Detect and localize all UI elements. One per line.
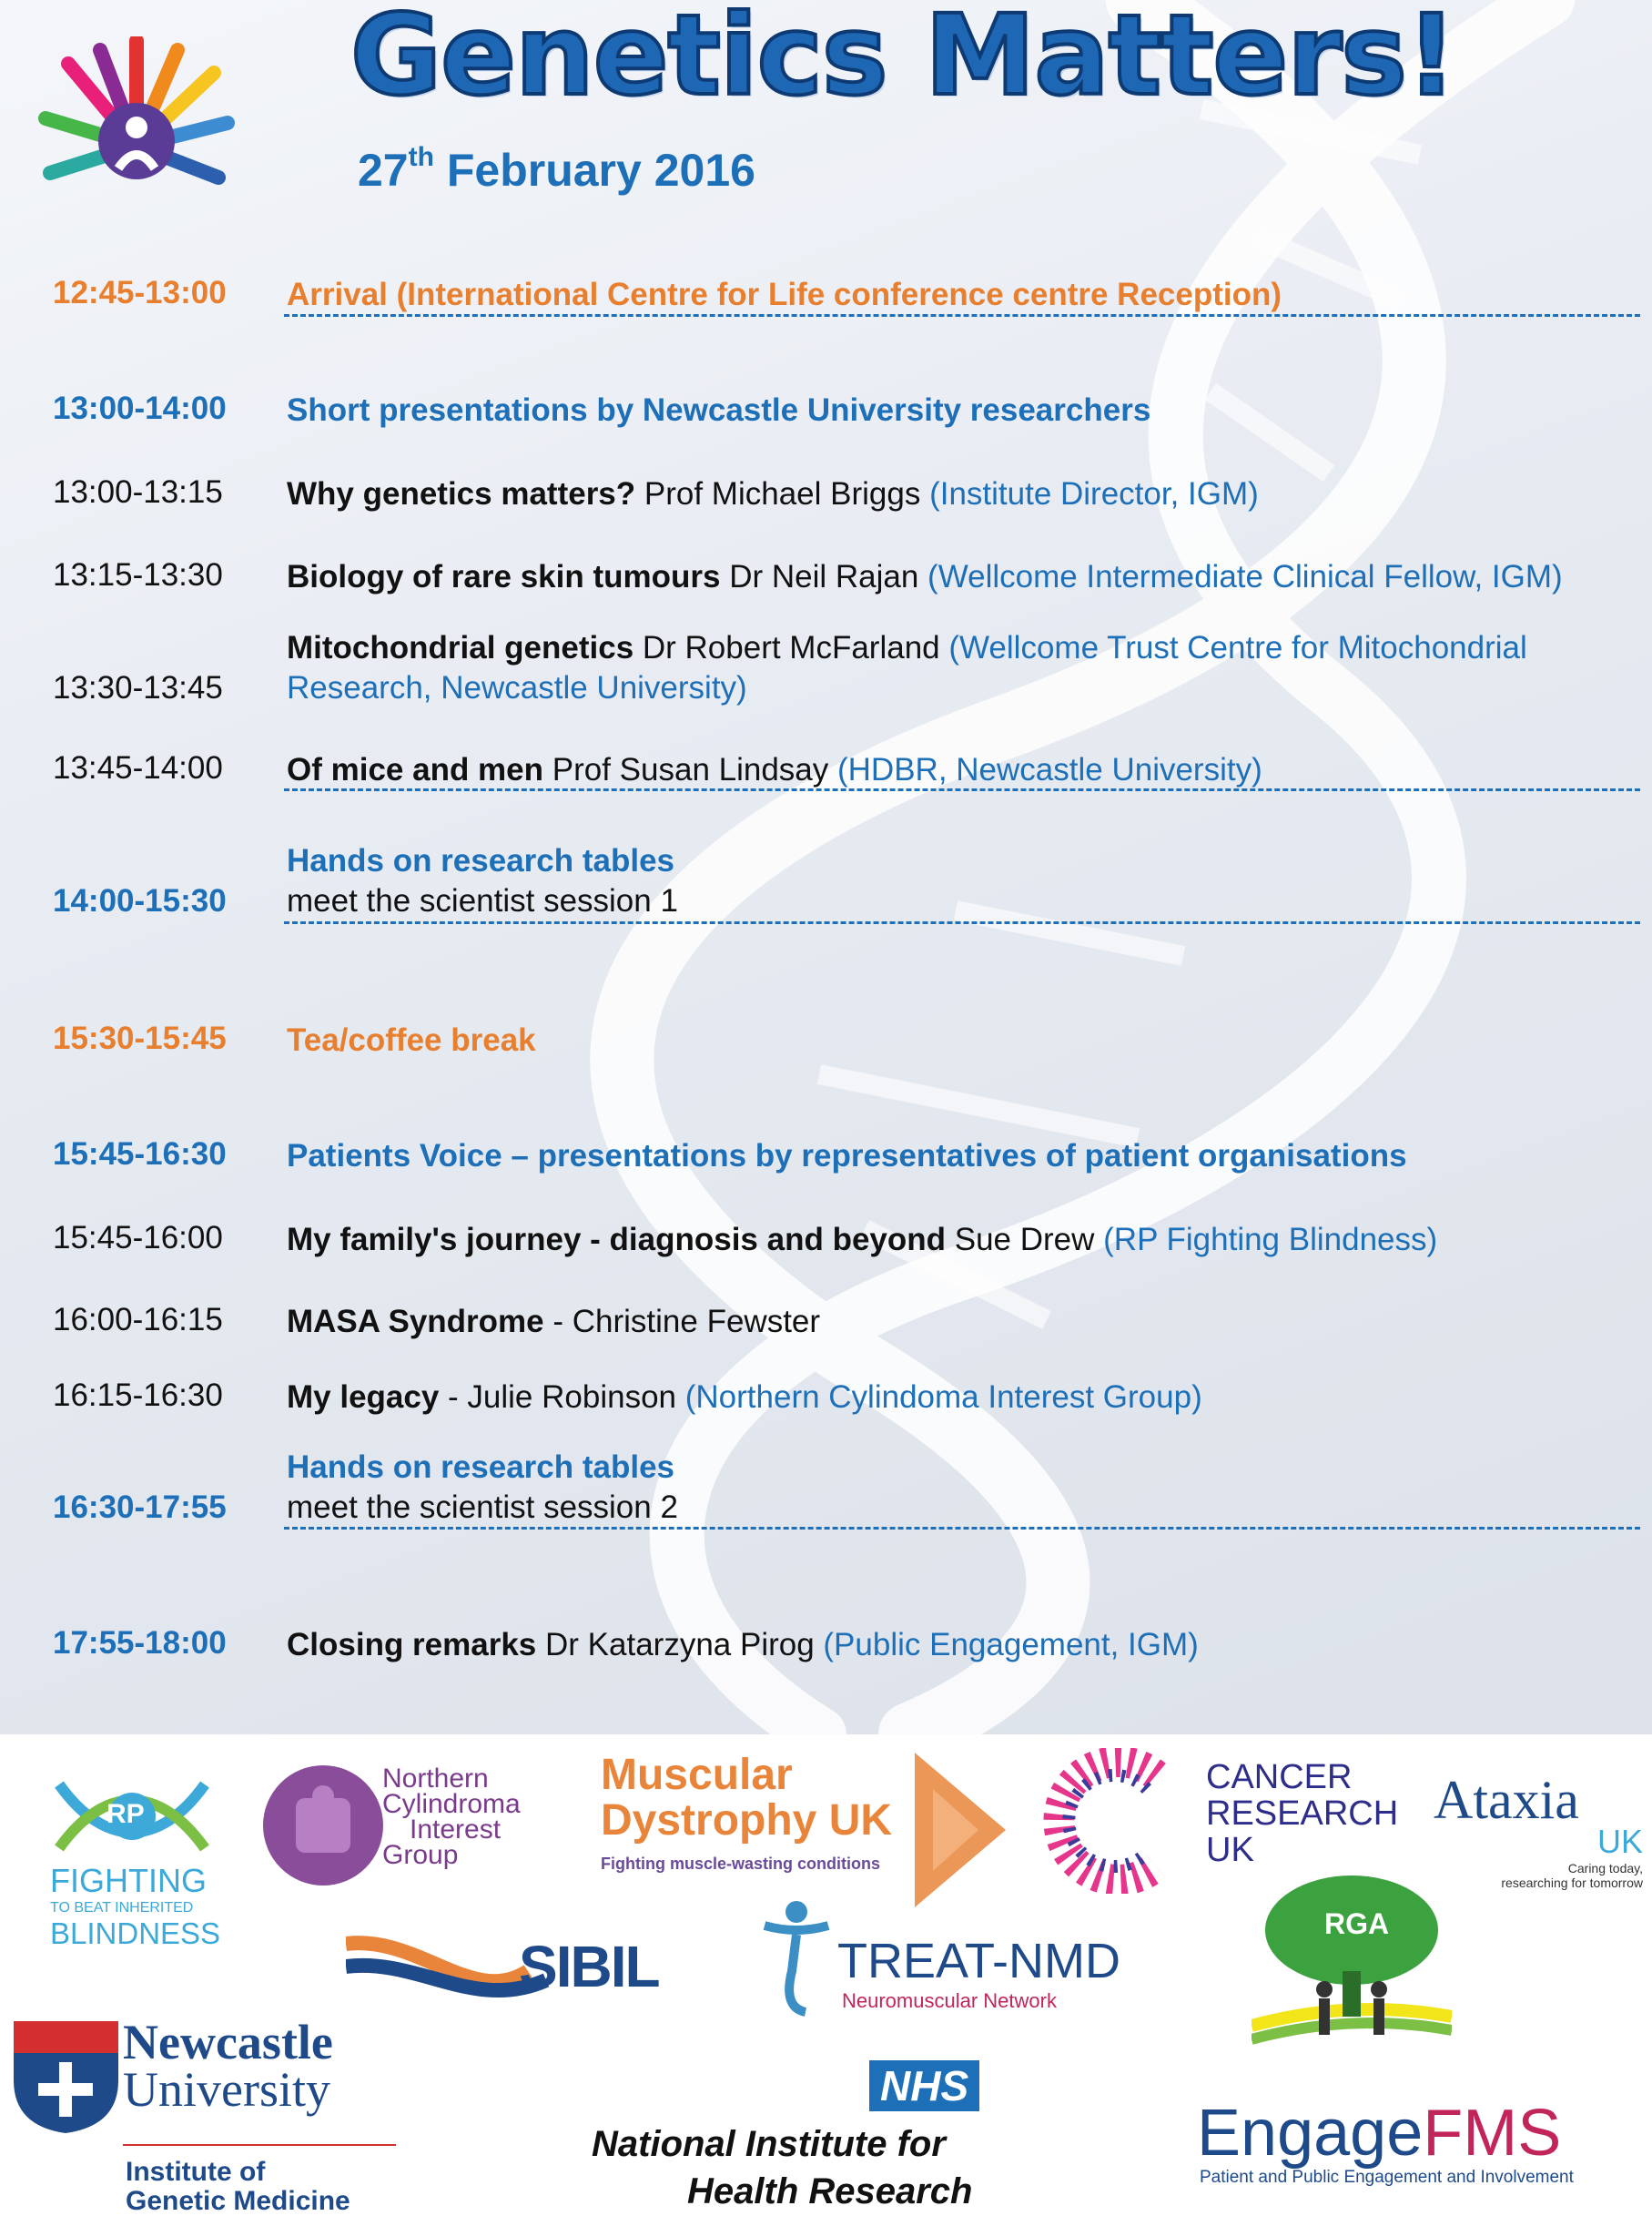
talk-title: Closing remarks: [287, 1627, 537, 1662]
row-entry: [287, 841, 678, 921]
nhs-badge: NHS: [869, 2060, 979, 2111]
row-entry: [287, 1377, 1202, 1418]
ncig-line1: Northern: [382, 1764, 489, 1794]
talk-title: Mitochondrial genetics: [287, 630, 634, 666]
talk-title: Of mice and men: [287, 752, 544, 788]
row-time: 16:15-16:30: [53, 1377, 223, 1413]
tree-icon: [1252, 1871, 1452, 2053]
speaker: Prof Susan Lindsay: [543, 752, 837, 788]
talk-title: My family's journey - diagnosis and beyond: [287, 1222, 947, 1257]
row-entry: [287, 557, 1563, 597]
row-entry: [287, 474, 1259, 514]
figure-icon: [755, 1898, 837, 2017]
row-time: 13:00-13:15: [53, 474, 223, 510]
affiliation: (Wellcome Trust Centre for Mitochondrial: [948, 630, 1527, 666]
row-time: 16:00-16:15: [53, 1302, 223, 1337]
ncl-line2: University: [123, 2062, 330, 2117]
row-title: Patients Voice – presentations by representatives of patient organisations: [287, 1138, 1407, 1174]
sponsor-logos: [0, 1734, 1652, 2216]
speaker: - Julie Robinson: [439, 1379, 685, 1415]
speaker: Prof Michael Briggs: [635, 476, 930, 512]
speaker: Dr Robert McFarland: [633, 630, 949, 666]
row-time: 17:55-18:00: [53, 1625, 227, 1661]
speaker: Dr Neil Rajan: [720, 559, 928, 595]
row-title: Short presentations by Newcastle University researchers: [287, 392, 1151, 428]
row-entry: [287, 750, 1262, 790]
affiliation: (Institute Director, IGM): [929, 476, 1259, 512]
ataxia-line2: UK: [1596, 1823, 1643, 1860]
treat-line2: Neuromuscular Network: [842, 1989, 1057, 2012]
sibil-name: SIBIL: [519, 1934, 659, 1999]
mduk-line2: Dystrophy UK: [601, 1796, 893, 1845]
row-subtitle: meet the scientist session 2: [287, 1489, 678, 1525]
affiliation: (Northern Cylindoma Interest Group): [684, 1379, 1202, 1415]
mduk-tagline: Fighting muscle-wasting conditions: [601, 1855, 881, 1873]
speaker: Sue Drew: [946, 1222, 1104, 1257]
affiliation: (Public Engagement, IGM): [823, 1627, 1199, 1662]
treat-nmd-logo: [755, 1898, 1120, 2021]
row-title: Tea/coffee break: [287, 1022, 536, 1058]
sibil-logo: [346, 1926, 664, 2012]
cruk-line1: CANCER: [1206, 1758, 1353, 1796]
talk-title: Why genetics matters?: [287, 476, 636, 512]
engage-fms-logo: [1197, 2099, 1574, 2188]
row-time: 14:00-15:30: [53, 883, 227, 919]
row-title: Hands on research tables: [287, 1449, 674, 1485]
row-title: Hands on research tables: [287, 843, 674, 879]
ataxia-uk-logo: [1434, 1769, 1643, 1890]
rp-line2: TO BEAT INHERITED: [50, 1900, 194, 1916]
dashed-divider: [284, 788, 1640, 791]
fms-line2: FMS: [1423, 2097, 1562, 2170]
rga-logo: [1252, 1871, 1452, 2058]
ataxia-line1: Ataxia: [1434, 1770, 1579, 1830]
row-time: 13:30-13:45: [53, 670, 223, 706]
ncig-line3: Interest: [410, 1814, 502, 1845]
dashed-divider: [284, 1527, 1640, 1530]
affiliation: (HDBR, Newcastle University): [837, 752, 1262, 788]
crest-icon: [9, 2017, 123, 2135]
talk-title: My legacy: [287, 1379, 440, 1415]
nihr-line2: Health Research: [687, 2171, 973, 2211]
rp-line1: FIGHTING: [50, 1862, 207, 1899]
speaker: Dr Katarzyna Pirog: [536, 1627, 824, 1662]
muscular-dystrophy-uk-logo: [601, 1753, 892, 1874]
speaker: - Christine Fewster: [543, 1304, 821, 1339]
newcastle-university-logo: [9, 2015, 350, 2216]
row-time: 13:15-13:30: [53, 557, 223, 593]
ncl-line3: Institute of: [126, 2157, 266, 2187]
dashed-divider: [284, 314, 1640, 317]
fms-line1: Engage: [1197, 2097, 1424, 2170]
row-title: Arrival (International Centre for Life conference centre Reception): [287, 277, 1282, 312]
event-date: 27th February 2016: [358, 142, 755, 196]
talk-title: Biology of rare skin tumours: [287, 559, 721, 595]
affiliation-cont: Research, Newcastle University): [287, 670, 747, 706]
row-time: 15:30-15:45: [53, 1021, 227, 1056]
rp-line3: BLINDNESS: [50, 1916, 221, 1950]
affiliation: (Wellcome Intermediate Clinical Fellow, IGM): [927, 559, 1563, 595]
affiliation: (RP Fighting Blindness): [1103, 1222, 1438, 1257]
row-time: 16:30-17:55: [53, 1489, 227, 1525]
triangles-icon: [915, 1753, 1006, 1907]
ataxia-line4: researching for tomorrow: [1501, 1875, 1643, 1890]
treat-line1: TREAT-NMD: [837, 1934, 1120, 1988]
ataxia-line3: Caring today,: [1567, 1861, 1643, 1875]
page-title: Genetics Matters!: [350, 0, 1456, 120]
northern-cylindroma-logo: [259, 1762, 521, 1894]
ncl-line4: Genetic Medicine: [126, 2186, 350, 2216]
row-entry: [287, 1302, 820, 1342]
ncig-line2: Cylindroma: [382, 1789, 521, 1819]
mduk-line1: Muscular: [601, 1751, 793, 1799]
cruk-line2: RESEARCH: [1206, 1794, 1399, 1833]
dotted-c-icon: [1038, 1748, 1183, 1894]
row-time: 15:45-16:00: [53, 1220, 223, 1255]
dashed-divider: [284, 921, 1640, 924]
hands-logo-icon: [32, 36, 241, 219]
rp-fighting-blindness-logo: [50, 1775, 221, 1951]
talk-title: MASA Syndrome: [287, 1304, 544, 1339]
row-time: 12:45-13:00: [53, 275, 227, 310]
row-time: 15:45-16:30: [53, 1136, 227, 1172]
ncig-line4: Group: [382, 1840, 459, 1870]
row-entry: [287, 1448, 678, 1528]
row-entry: [287, 1625, 1199, 1665]
nihr-line1: National Institute for: [592, 2124, 946, 2164]
row-time: 13:45-14:00: [53, 750, 223, 786]
cancer-research-uk-logo: [1038, 1748, 1399, 1898]
cruk-line3: UK: [1206, 1831, 1254, 1869]
row-time: 13:00-14:00: [53, 391, 227, 426]
rga-name: RGA: [1324, 1907, 1390, 1940]
row-subtitle: meet the scientist session 1: [287, 883, 678, 919]
rp-badge: RP: [106, 1799, 145, 1829]
puzzle-icon: [259, 1762, 387, 1889]
fms-tagline: Patient and Public Engagement and Involvement: [1200, 2168, 1574, 2187]
row-entry: [287, 1220, 1437, 1260]
row-entry: [287, 628, 1527, 708]
ncl-line1: Newcastle: [123, 2015, 333, 2069]
